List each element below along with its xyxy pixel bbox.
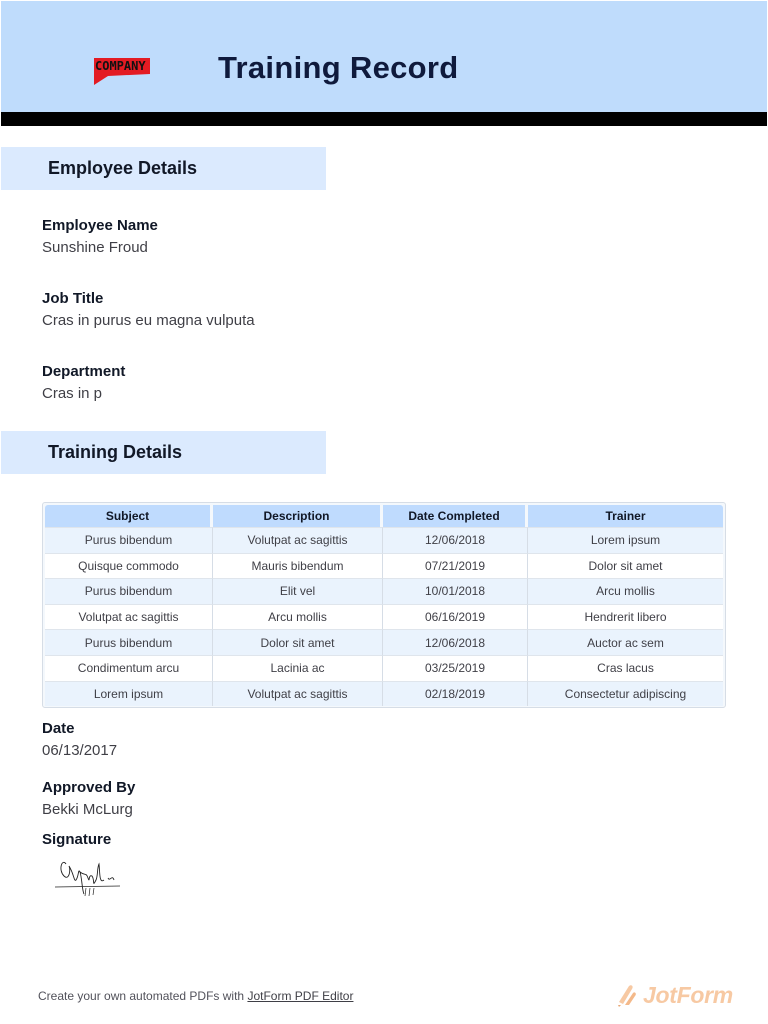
table-cell: Purus bibendum (45, 629, 213, 655)
column-header-date-completed: Date Completed (383, 505, 528, 527)
table-cell: Lorem ipsum (528, 527, 723, 553)
logo-text: COMPANY (95, 59, 146, 73)
table-cell: 02/18/2019 (383, 681, 528, 707)
table-cell: Mauris bibendum (213, 553, 383, 579)
signature-image (52, 850, 122, 900)
table-row (45, 578, 723, 604)
approved-by-value: Bekki McLurg (42, 801, 133, 818)
jotform-wordmark: JotForm (643, 982, 733, 1008)
table-cell: 03/25/2019 (383, 655, 528, 681)
job-title-value: Cras in purus eu magna vulputa (42, 312, 255, 329)
table-cell: Volutpat ac sagittis (213, 527, 383, 553)
table-cell: Elit vel (213, 578, 383, 604)
table-cell: Cras lacus (528, 655, 723, 681)
job-title-label: Job Title (42, 290, 104, 307)
employee-details-heading-text: Employee Details (48, 158, 198, 178)
column-header-trainer: Trainer (528, 505, 723, 527)
table-cell: Condimentum arcu (45, 655, 213, 681)
table-row (45, 527, 723, 553)
table-row (45, 629, 723, 655)
table-cell: 12/06/2018 (383, 629, 528, 655)
footer-text: Create your own automated PDFs with (38, 989, 245, 1003)
table-cell: Purus bibendum (45, 527, 213, 553)
table-row (45, 553, 723, 579)
table-header-row (45, 505, 723, 527)
header-divider (1, 112, 767, 126)
column-header-description: Description (213, 505, 383, 527)
date-value: 06/13/2017 (42, 742, 118, 759)
signature-label: Signature (42, 831, 112, 848)
table-row (45, 681, 723, 707)
footer-note (38, 989, 353, 1003)
table-row (45, 655, 723, 681)
table-cell: Arcu mollis (213, 604, 383, 630)
table-cell: Dolor sit amet (528, 553, 723, 579)
jotform-logo-icon (615, 980, 641, 1008)
document-title: Training Record (218, 50, 459, 85)
footer-link[interactable]: JotForm PDF Editor (247, 989, 354, 1003)
table-cell: Arcu mollis (528, 578, 723, 604)
table-cell: Hendrerit libero (528, 604, 723, 630)
employee-name-value: Sunshine Froud (42, 239, 148, 256)
table-cell: Volutpat ac sagittis (213, 681, 383, 707)
training-details-heading-text: Training Details (48, 442, 183, 462)
table-cell: Quisque commodo (45, 553, 213, 579)
date-label: Date (42, 720, 75, 737)
table-cell: Auctor ac sem (528, 629, 723, 655)
column-header-subject: Subject (45, 505, 213, 527)
table-cell: Dolor sit amet (213, 629, 383, 655)
employee-name-label: Employee Name (42, 217, 158, 234)
department-label: Department (42, 363, 126, 380)
jotform-brand (615, 980, 735, 1010)
table-cell: Lorem ipsum (45, 681, 213, 707)
table-row (45, 604, 723, 630)
table-cell: 07/21/2019 (383, 553, 528, 579)
approved-by-label: Approved By (42, 779, 136, 796)
table-cell: 12/06/2018 (383, 527, 528, 553)
table-cell: 10/01/2018 (383, 578, 528, 604)
table-cell: Purus bibendum (45, 578, 213, 604)
training-table (42, 502, 726, 708)
table-cell: Consectetur adipiscing (528, 681, 723, 707)
table-cell: 06/16/2019 (383, 604, 528, 630)
table-cell: Volutpat ac sagittis (45, 604, 213, 630)
training-details-heading (1, 431, 326, 474)
company-logo (94, 58, 168, 86)
table-cell: Lacinia ac (213, 655, 383, 681)
department-value: Cras in p (42, 385, 103, 402)
employee-details-heading (1, 147, 326, 190)
